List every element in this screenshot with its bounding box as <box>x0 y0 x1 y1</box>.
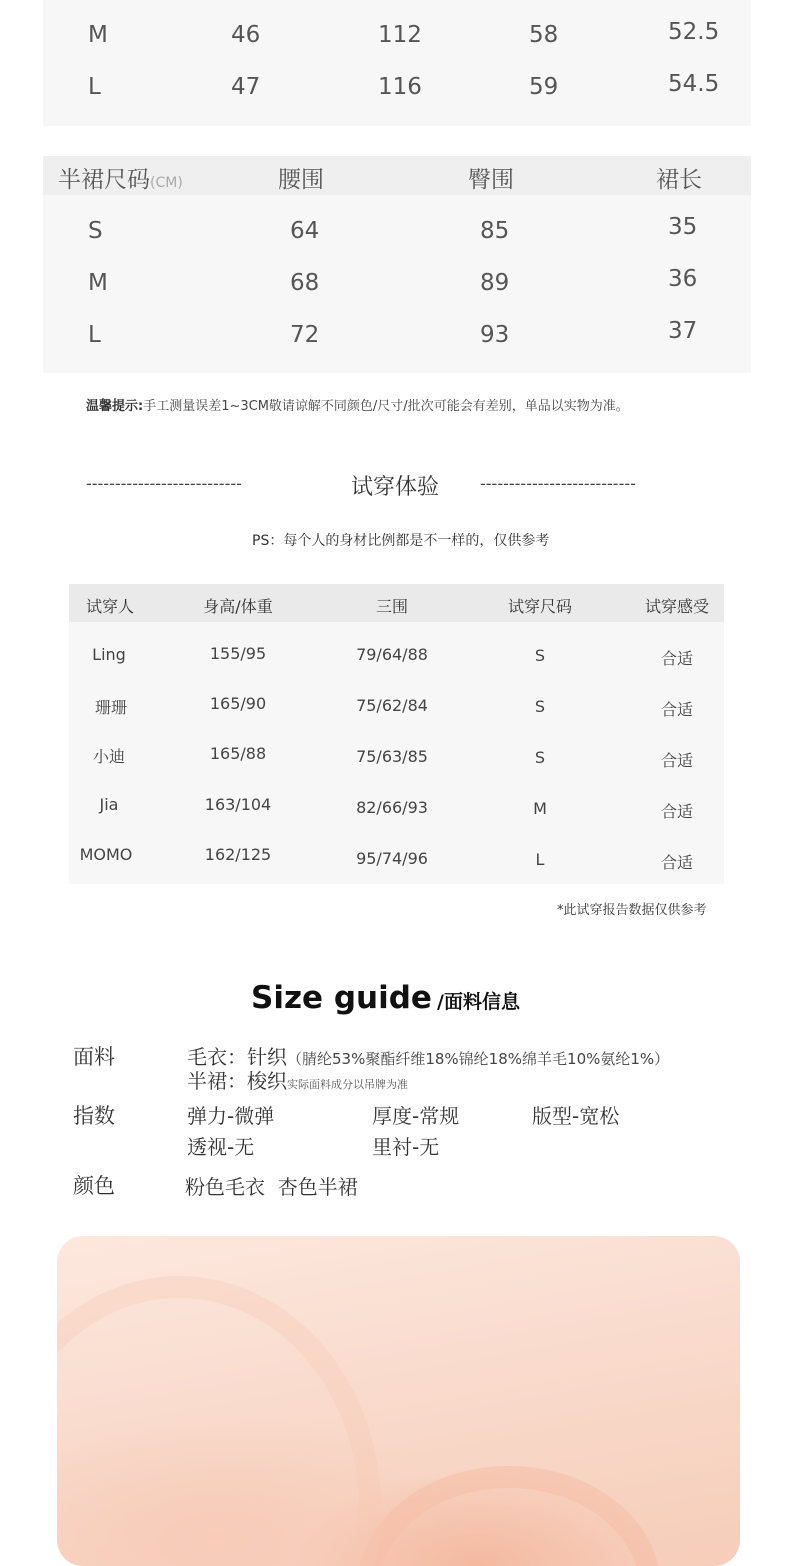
header-title: 半裙尺码 <box>58 167 150 193</box>
table-cell: 37 <box>668 318 698 344</box>
index-transparency: 透视-无 <box>187 1135 255 1159</box>
table-cell: 合适 <box>660 853 693 872</box>
table-cell: 75/62/84 <box>356 696 428 715</box>
tester-name: Jia <box>99 795 119 814</box>
table-cell: 165/90 <box>209 694 267 713</box>
table-cell: 52.5 <box>668 19 720 45</box>
table-cell: 89 <box>480 270 510 296</box>
index-elasticity: 弹力-微弹 <box>187 1104 275 1128</box>
table-cell: 95/74/96 <box>356 849 428 868</box>
index-lining: 里衬-无 <box>372 1135 440 1159</box>
size-guide-subtitle: /面料信息 <box>437 991 520 1013</box>
size-label: L <box>88 74 101 100</box>
divider-left: --------------------------- <box>86 474 242 493</box>
table-cell: S <box>534 748 546 767</box>
header-measurements: 三围 <box>375 597 408 616</box>
header-length: 裙长 <box>656 167 702 193</box>
header-try-size: 试穿尺码 <box>507 597 572 616</box>
table-cell: 85 <box>480 218 510 244</box>
divider-right: --------------------------- <box>480 474 636 493</box>
sweater-composition: （腈纶53%聚酯纤维18%锦纶18%绵羊毛10%氨纶1%） <box>287 1050 670 1068</box>
table-cell: 合适 <box>660 700 693 719</box>
tester-name: 小迪 <box>92 747 125 766</box>
table-cell: 合适 <box>660 802 693 821</box>
table-cell: 82/66/93 <box>356 798 428 817</box>
color-label: 颜色 <box>73 1174 115 1198</box>
table-cell: L <box>535 850 545 869</box>
tester-name: MOMO <box>79 845 133 864</box>
table-cell: 54.5 <box>668 71 720 97</box>
fabric-closeup-image <box>57 1236 740 1566</box>
try-on-table <box>69 584 724 884</box>
index-label: 指数 <box>73 1104 115 1128</box>
index-fit: 版型-宽松 <box>532 1104 620 1128</box>
try-on-title: 试穿体验 <box>351 475 440 500</box>
table-cell: 47 <box>231 74 261 100</box>
size-label: S <box>88 218 103 244</box>
table-cell: 72 <box>290 322 320 348</box>
table-cell: 合适 <box>660 649 693 668</box>
try-on-note: PS：每个人的身材比例都是不一样的，仅供参考 <box>252 533 550 549</box>
table-cell: 155/95 <box>209 644 267 663</box>
header-hip: 臀围 <box>468 167 514 193</box>
fabric-fold <box>357 1466 661 1566</box>
table-cell: 58 <box>529 22 559 48</box>
table-cell: 116 <box>378 74 422 100</box>
sweater-label: 毛衣： <box>187 1045 247 1069</box>
skirt-fabric <box>187 1065 408 1094</box>
try-on-footnote: *此试穿报告数据仅供参考 <box>557 903 707 918</box>
table-cell: 35 <box>668 214 698 240</box>
color-values: 粉色毛衣 杏色半裙 <box>185 1175 358 1199</box>
tester-name: 珊珊 <box>94 698 127 717</box>
tester-name: Ling <box>92 645 126 664</box>
table-cell: 64 <box>290 218 320 244</box>
size-guide-heading <box>251 980 520 1016</box>
size-label: L <box>88 322 101 348</box>
size-label: M <box>88 22 108 48</box>
header-waist: 腰围 <box>278 167 324 193</box>
skirt-size-title <box>58 161 183 194</box>
table-cell: 59 <box>529 74 559 100</box>
table-cell: 162/125 <box>204 845 272 864</box>
top-size-table <box>43 0 751 126</box>
fabric-label: 面料 <box>73 1045 115 1069</box>
measurement-tip <box>86 395 629 414</box>
table-cell: 163/104 <box>204 795 272 814</box>
table-cell: 68 <box>290 270 320 296</box>
tip-text: 手工测量误差1~3CM敬请谅解不同颜色/尺寸/批次可能会有差别，单品以实物为准。 <box>143 399 629 414</box>
skirt-label: 半裙： <box>187 1069 247 1093</box>
header-tester: 试穿人 <box>85 597 134 616</box>
table-cell: 46 <box>231 22 261 48</box>
table-cell: 165/88 <box>209 744 267 763</box>
unit-label: (CM) <box>150 175 183 191</box>
skirt-material: 梭织 <box>247 1069 287 1093</box>
table-cell: 93 <box>480 322 510 348</box>
header-height-weight: 身高/体重 <box>203 597 273 616</box>
table-cell: 36 <box>668 266 698 292</box>
table-cell: 79/64/88 <box>356 645 428 664</box>
table-cell: 75/63/85 <box>356 747 428 766</box>
table-cell: 合适 <box>660 751 693 770</box>
index-thickness: 厚度-常规 <box>372 1104 460 1128</box>
table-cell: S <box>534 646 546 665</box>
size-label: M <box>88 270 108 296</box>
tip-label: 温馨提示: <box>86 399 144 414</box>
sweater-material: 针织 <box>247 1045 287 1069</box>
table-cell: M <box>533 799 547 818</box>
skirt-note: 实际面料成分以吊牌为准 <box>287 1078 408 1091</box>
header-feeling: 试穿感受 <box>644 597 709 616</box>
size-guide-title: Size guide <box>251 980 432 1016</box>
table-cell: S <box>534 697 546 716</box>
table-cell: 112 <box>378 22 422 48</box>
fabric-fold <box>57 1276 381 1566</box>
